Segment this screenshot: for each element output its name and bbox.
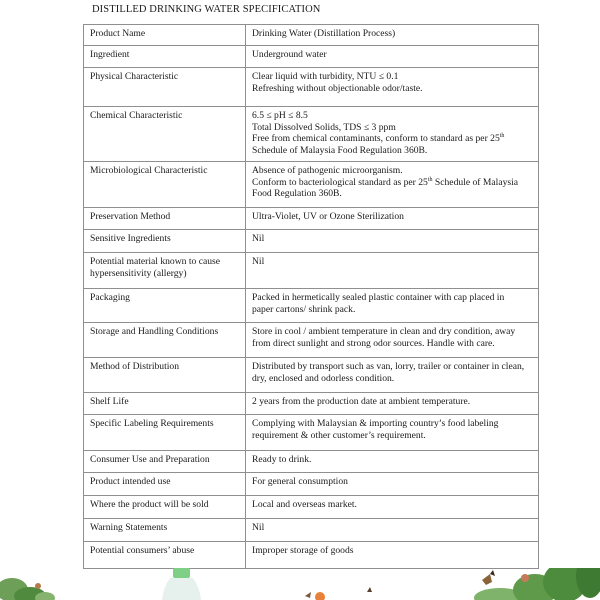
spec-value-line: Underground water	[252, 49, 327, 60]
butterfly-illustration	[305, 587, 372, 600]
spec-label-cell	[84, 162, 246, 208]
spec-value-line: dry, enclosed and odorless condition.	[252, 372, 395, 384]
spec-value-line: 6.5 ≤ pH ≤ 8.5	[252, 110, 308, 121]
spec-label: Method of Distribution	[90, 361, 180, 372]
spec-value-line: Food Regulation 360B.	[252, 188, 342, 200]
ordinal-superscript: th	[427, 176, 433, 183]
table-row	[84, 393, 539, 415]
specification-table	[83, 24, 539, 569]
spec-value-cell	[246, 358, 539, 393]
table-row	[84, 46, 539, 68]
spec-label: Consumer Use and Preparation	[90, 454, 210, 465]
spec-value-line: Local and overseas market.	[252, 499, 357, 510]
table-row	[84, 323, 539, 358]
spec-label-cell	[84, 208, 246, 230]
spec-label: Preservation Method	[90, 211, 171, 222]
table-row	[84, 358, 539, 393]
spec-value-cell	[246, 323, 539, 358]
table-row	[84, 542, 539, 569]
spec-value-cell	[246, 208, 539, 230]
spec-value-line: Ready to drink.	[252, 454, 312, 465]
spec-label: Microbiological Characteristic	[90, 165, 208, 176]
table-row	[84, 519, 539, 542]
spec-value-line: Nil	[252, 233, 265, 244]
spec-label-cell	[84, 358, 246, 393]
table-row	[84, 68, 539, 107]
spec-label-cell	[84, 415, 246, 451]
spec-label: hypersensitivity (allergy)	[90, 267, 187, 279]
spec-label-cell	[84, 323, 246, 358]
spec-label: Ingredient	[90, 49, 130, 60]
table-row	[84, 289, 539, 323]
spec-value-cell	[246, 519, 539, 542]
spec-label-cell	[84, 451, 246, 473]
spec-label: Product intended use	[90, 476, 171, 487]
butterfly-icon	[482, 570, 495, 585]
spec-value-line: Improper storage of goods	[252, 545, 354, 556]
spec-label: Potential consumers’ abuse	[90, 545, 195, 556]
ordinal-superscript: th	[499, 133, 505, 140]
spec-value-line: Drinking Water (Distillation Process)	[252, 28, 396, 39]
spec-label: Specific Labeling Requirements	[90, 418, 214, 429]
spec-value-line: 2 years from the production date at ambient temperature.	[252, 396, 471, 407]
table-row	[84, 451, 539, 473]
spec-value-line: Distributed by transport such as van, lorry, trailer or container in clean,	[252, 361, 525, 372]
spec-label: Physical Characteristic	[90, 71, 179, 82]
spec-value-cell	[246, 162, 539, 208]
spec-value-cell	[246, 496, 539, 519]
table-row	[84, 496, 539, 519]
spec-label: Potential material known to cause	[90, 256, 221, 267]
spec-label: Product Name	[90, 28, 146, 39]
spec-value-line: Free from chemical contaminants, conform to standard as per 25th	[252, 133, 505, 145]
specification-table-body	[84, 25, 539, 569]
spec-label-cell	[84, 542, 246, 569]
table-row	[84, 25, 539, 46]
spec-value-line: For general consumption	[252, 476, 348, 487]
spec-value-line: Complying with Malaysian & importing country’s food labeling	[252, 418, 499, 429]
spec-label: Packaging	[90, 292, 130, 303]
spec-label-cell	[84, 68, 246, 107]
spec-value-line: Nil	[252, 522, 265, 533]
spec-label-cell	[84, 473, 246, 496]
table-row	[84, 107, 539, 162]
table-row	[84, 415, 539, 451]
table-row	[84, 208, 539, 230]
table-row	[84, 162, 539, 208]
spec-value-line: Packed in hermetically sealed plastic container with cap placed in	[252, 292, 505, 303]
spec-label-cell	[84, 253, 246, 289]
spec-value-cell	[246, 451, 539, 473]
spec-value-cell	[246, 473, 539, 496]
spec-value-cell	[246, 289, 539, 323]
spec-label: Chemical Characteristic	[90, 110, 183, 121]
spec-value-cell	[246, 68, 539, 107]
spec-value-line: Clear liquid with turbidity, NTU ≤ 0.1	[252, 71, 399, 82]
spec-value-cell	[246, 415, 539, 451]
spec-value-cell	[246, 542, 539, 569]
foliage-left-illustration	[0, 578, 55, 600]
water-bottle-illustration	[162, 568, 201, 600]
spec-value-line: Absence of pathogenic microorganism.	[252, 165, 403, 176]
spec-label-cell	[84, 496, 246, 519]
spec-label-cell	[84, 230, 246, 253]
spec-value-line: Conform to bacteriological standard as per 25th Schedule of Malaysia	[252, 176, 519, 188]
spec-label: Storage and Handling Conditions	[90, 326, 219, 337]
document-title: DISTILLED DRINKING WATER SPECIFICATION	[92, 4, 321, 15]
spec-label: Shelf Life	[90, 396, 129, 407]
spec-label-cell	[84, 46, 246, 68]
spec-label-cell	[84, 107, 246, 162]
spec-value-line: Refreshing without objectionable odor/taste.	[252, 82, 423, 94]
spec-label: Sensitive Ingredients	[90, 233, 171, 244]
spec-value-cell	[246, 25, 539, 46]
spec-value-cell	[246, 393, 539, 415]
spec-value-cell	[246, 230, 539, 253]
spec-value-line: from direct sunlight and strong odor sources. Handle with care.	[252, 337, 495, 349]
spec-value-line: Store in cool / ambient temperature in clean and dry condition, away	[252, 326, 516, 337]
table-row	[84, 230, 539, 253]
spec-value-line: requirement & other customer’s requirement.	[252, 429, 426, 441]
table-row	[84, 473, 539, 496]
spec-label-cell	[84, 393, 246, 415]
spec-label-cell	[84, 519, 246, 542]
spec-label: Where the product will be sold	[90, 499, 209, 510]
decorative-footer-illustration	[0, 568, 600, 600]
spec-value-line: Nil	[252, 256, 265, 267]
table-row	[84, 253, 539, 289]
spec-label-cell	[84, 25, 246, 46]
spec-value-cell	[246, 107, 539, 162]
spec-value-cell	[246, 253, 539, 289]
spec-value-line: paper cartons/ shrink pack.	[252, 303, 356, 315]
spec-value-line: Total Dissolved Solids, TDS ≤ 3 ppm	[252, 121, 396, 133]
spec-label-cell	[84, 289, 246, 323]
spec-value-cell	[246, 46, 539, 68]
spec-value-line: Schedule of Malaysia Food Regulation 360B.	[252, 144, 428, 156]
spec-label: Warning Statements	[90, 522, 168, 533]
spec-value-line: Ultra-Violet, UV or Ozone Sterilization	[252, 211, 404, 222]
